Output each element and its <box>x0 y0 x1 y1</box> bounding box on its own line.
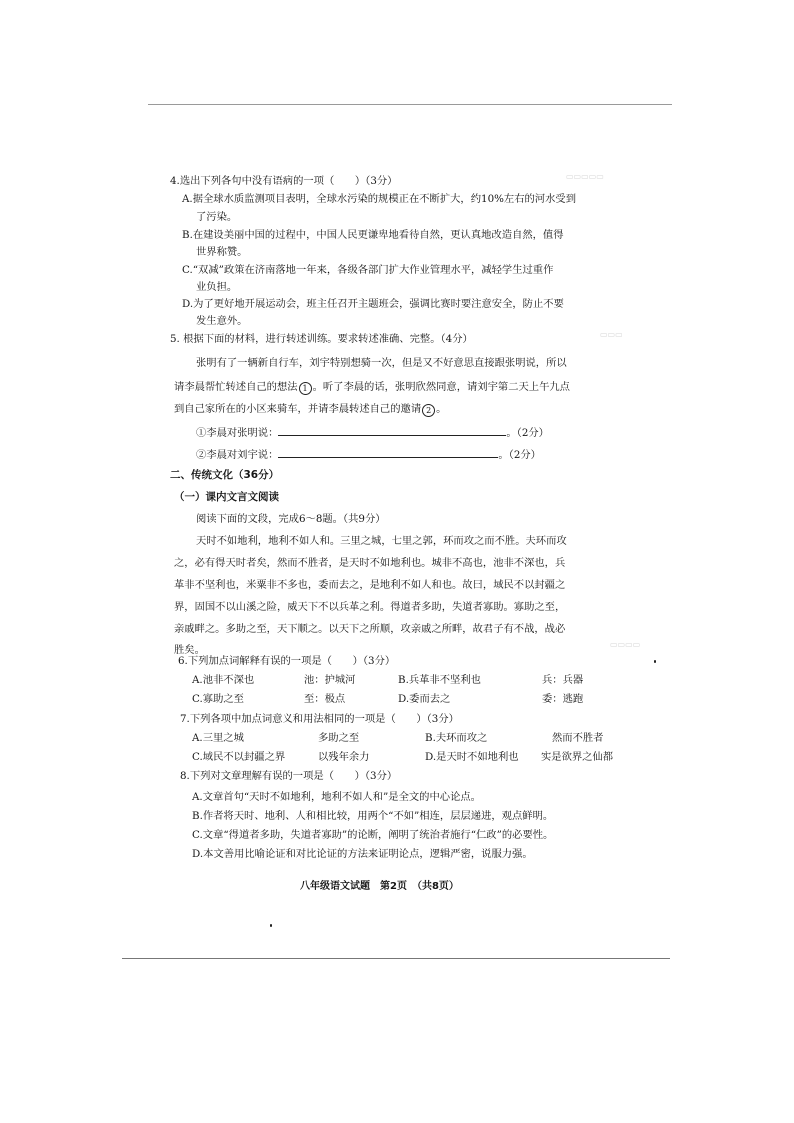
q6-stem: 6.下列加点词解释有误的一项是（ ）（3分） <box>178 655 396 667</box>
q5-material-line2: 请李晨帮忙转述自己的想法 1 。听了李晨的话，张明欣然同意，请刘宇第二天上午九点 <box>174 381 570 393</box>
q5-stem: 5. 根据下面的材料，进行转述训练。要求转述准确、完整。（4分） <box>170 333 473 345</box>
passage-line: 界，固国不以山溪之险，威天下不以兵革之利。得道者多助，失道者寡助。寡助之至， <box>174 601 566 613</box>
passage-line: 天时不如地利，地利不如人和。三里之城，七里之郭，环而攻之而不胜。夫环而攻 <box>196 535 567 547</box>
q4-option-a-cont: 了污染。 <box>196 211 238 223</box>
q4-option-a: A.据全球水质监测项目表明，全球水污染的规模正在不断扩大，约10%左右的河水受到 <box>182 193 576 205</box>
speck-mark <box>654 660 656 663</box>
answer-blank-2[interactable] <box>278 446 498 458</box>
q7-option-d-pair: 实是欲界之仙都 <box>541 751 614 763</box>
q4-option-d: D.为了更好地开展运动会，班主任召开主题班会，强调比赛时要注意安全，防止不要 <box>182 298 564 310</box>
bleed-through: ▭▭▭ <box>600 330 623 339</box>
q6-option-a: A.池非不深也 <box>192 674 255 686</box>
q7-option-b: B.夫环而攻之 <box>425 732 488 744</box>
q6-option-d-gloss: 委：逃跑 <box>542 693 584 705</box>
q6-option-b: B.兵革非不坚利也 <box>398 674 481 686</box>
passage-line: 胜矣。 <box>174 644 205 656</box>
bleed-through: ▭▭▭▭▭ <box>566 172 604 181</box>
q4-option-c: C.“双减”政策在济南落地一年来，各级各部门扩大作业管理水平，减轻学生过重作 <box>182 264 554 276</box>
page-footer: 八年级语文试题 第2页 （共8页） <box>300 881 459 892</box>
q6-option-a-gloss: 池：护城河 <box>304 674 356 686</box>
passage-line: 之，必有得天时者矣，然而不胜者，是天时不如地利也。城非不高也，池非不深也，兵 <box>174 557 566 569</box>
q7-option-c: C.域民不以封疆之界 <box>192 751 286 763</box>
q7-option-a: A.三里之城 <box>192 732 244 744</box>
q7-option-b-pair: 然而不胜者 <box>552 732 604 744</box>
q8-option-c: C.文章“得道者多助，失道者寡助”的论断，阐明了统治者施行“仁政”的必要性。 <box>192 829 554 841</box>
q6-option-c-gloss: 至：极点 <box>304 693 346 705</box>
subsection-title: （一）课内文言文阅读 <box>174 491 279 503</box>
answer-blank-1[interactable] <box>278 424 506 436</box>
section-title: 二、传统文化（36分） <box>170 469 280 481</box>
passage-line: 亲戚畔之。多助之至，天下顺之。以天下之所顺，攻亲戚之所畔，故君子有不战，战必 <box>174 623 566 635</box>
bleed-through: ▭▭▭▭ <box>610 640 641 649</box>
bottom-rule <box>122 958 670 959</box>
q4-stem: 4.选出下列各句中没有语病的一项（ ）（3分） <box>170 175 398 187</box>
mark-circle-1: 1 <box>299 382 312 395</box>
q5-material-line3: 到自己家所在的小区来骑车，并请李晨转述自己的邀请 2 。 <box>174 403 447 415</box>
q8-option-b: B.作者将天时、地利、人和相比较，用两个“不如”相连，层层递进，观点鲜明。 <box>192 810 554 822</box>
q6-option-c: C.寡助之至 <box>192 693 244 705</box>
passage-line: 革非不坚利也，米粟非不多也，委而去之，是地利不如人和也。故曰，域民不以封疆之 <box>174 579 566 591</box>
q8-stem: 8.下列对文章理解有误的一项是（ ）（3分） <box>180 770 398 782</box>
q4-option-c-cont: 业负担。 <box>196 281 238 293</box>
q6-option-b-gloss: 兵：兵器 <box>542 674 584 686</box>
q8-option-d: D.本文善用比喻论证和对比论证的方法来证明论点，逻辑严密，说服力强。 <box>192 848 533 860</box>
speck-mark <box>270 924 272 927</box>
reading-intro: 阅读下面的文段，完成6～8题。（共9分） <box>196 513 386 525</box>
q4-option-d-cont: 发生意外。 <box>196 315 248 327</box>
q5-answer-1: ①李晨对张明说： 。（2分） <box>196 424 549 440</box>
q7-option-d: D.是天时不如地利也 <box>425 751 519 763</box>
q5-answer-2: ②李晨对刘宇说： 。（2分） <box>196 446 541 462</box>
q6-option-d: D.委而去之 <box>398 693 451 705</box>
q7-stem: 7.下列各项中加点词意义和用法相同的一项是（ ）（3分） <box>180 713 459 725</box>
q7-option-c-pair: 以残年余力 <box>318 751 370 763</box>
q4-option-b: B.在建设美丽中国的过程中，中国人民更谦卑地看待自然，更认真地改造自然，值得 <box>182 229 564 241</box>
q5-material-line1: 张明有了一辆新自行车，刘宇特别想骑一次，但是又不好意思直接跟张明说，所以 <box>196 357 567 369</box>
q8-option-a: A.文章首句“天时不如地利，地利不如人和”是全文的中心论点。 <box>192 791 481 803</box>
q7-option-a-pair: 多助之至 <box>318 732 360 744</box>
q4-option-b-cont: 世界称赞。 <box>196 246 248 258</box>
top-rule <box>148 104 672 105</box>
mark-circle-2: 2 <box>422 404 435 417</box>
